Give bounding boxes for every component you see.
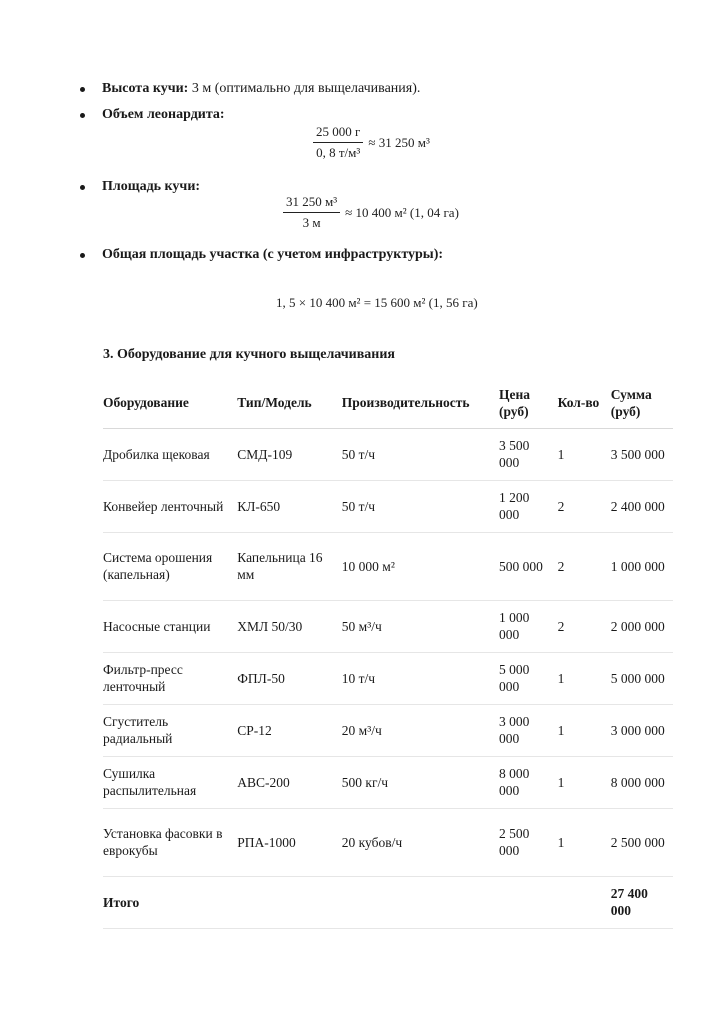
cell-capacity: 50 т/ч (341, 446, 376, 462)
formula-numerator: 25 000 г (313, 124, 363, 143)
cell-price: 3 000 000 (498, 714, 530, 746)
header-sum: Сумма (руб) (610, 386, 652, 419)
cell-sum: 3 500 000 (610, 446, 665, 462)
header-quantity: Кол-во (557, 395, 600, 411)
bullet-icon (80, 253, 85, 258)
formula-denominator: 0, 8 т/м³ (316, 145, 361, 160)
formula-result: ≈ 10 400 м² (1, 04 га) (345, 204, 459, 220)
cell-capacity: 20 кубов/ч (341, 834, 403, 850)
cell-empty (499, 876, 558, 928)
table-row (103, 704, 673, 756)
cell-model: СМД-109 (237, 446, 293, 462)
cell-price: 2 500 000 (498, 826, 530, 858)
cell-sum: 5 000 000 (610, 670, 665, 686)
total-value: 27 400 000 (610, 886, 648, 918)
cell-model: ФПЛ-50 (237, 670, 285, 686)
table-row (103, 756, 673, 808)
cell-model: Капельница 16 мм (237, 550, 323, 582)
cell-equipment: Сгуститель радиальный (103, 714, 173, 746)
cell-price: 3 500 000 (498, 438, 530, 470)
cell-quantity: 2 (557, 498, 565, 514)
table-row (103, 808, 673, 876)
cell-equipment: Фильтр-пресс ленточный (103, 662, 183, 694)
header-price: Цена (руб) (498, 386, 530, 419)
cell-sum: 2 000 000 (610, 618, 665, 634)
table-row (103, 480, 673, 532)
cell-quantity: 1 (557, 722, 565, 738)
cell-sum: 1 000 000 (610, 558, 665, 574)
formula-total-area: 1, 5 × 10 400 м² = 15 600 м² (1, 56 га) (276, 295, 478, 310)
cell-price: 1 200 000 (498, 490, 530, 522)
cell-equipment: Сушилка распылительная (103, 766, 197, 798)
cell-equipment: Установка фасовки в еврокубы (103, 826, 223, 858)
equipment-table (103, 378, 673, 929)
cell-price: 500 000 (498, 558, 543, 574)
cell-equipment: Система орошения (капельная) (103, 550, 213, 582)
cell-model: АВС-200 (237, 774, 290, 790)
cell-empty (237, 876, 342, 928)
bullet-icon (80, 185, 85, 190)
cell-equipment: Дробилка щековая (103, 446, 210, 462)
header-capacity: Производительность (341, 395, 470, 411)
formula-result: ≈ 31 250 м³ (368, 134, 430, 150)
header-model: Тип/Модель (237, 395, 312, 411)
table-row (103, 600, 673, 652)
formula-numerator: 31 250 м³ (283, 194, 340, 213)
cell-model: КЛ-650 (237, 498, 281, 514)
bullet-text: 3 м (оптимально для выщелачивания). (188, 81, 421, 96)
cell-price: 8 000 000 (498, 766, 530, 798)
bullet-icon (80, 87, 85, 92)
cell-capacity: 10 т/ч (341, 670, 376, 686)
cell-sum: 3 000 000 (610, 722, 665, 738)
bullet-icon (80, 113, 85, 118)
formula-volume (313, 124, 430, 161)
cell-capacity: 500 кг/ч (341, 774, 389, 790)
cell-model: СР-12 (237, 722, 272, 738)
cell-sum: 2 500 000 (610, 834, 665, 850)
formula-area (283, 194, 459, 231)
table-row (103, 652, 673, 704)
table-total-row (103, 876, 673, 928)
cell-empty (558, 876, 611, 928)
bullet-label: Площадь кучи: (102, 179, 201, 194)
cell-sum: 8 000 000 (610, 774, 665, 790)
cell-model: РПА-1000 (237, 834, 296, 850)
bullet-label: Высота кучи: (102, 81, 189, 96)
cell-empty (342, 876, 499, 928)
cell-quantity: 2 (557, 558, 565, 574)
table-row (103, 532, 673, 600)
cell-capacity: 10 000 м² (341, 558, 395, 574)
cell-capacity: 50 м³/ч (341, 618, 382, 634)
header-equipment: Оборудование (103, 395, 189, 411)
formula-denominator: 3 м (302, 215, 321, 230)
cell-quantity: 1 (557, 834, 565, 850)
table-row (103, 428, 673, 480)
cell-capacity: 20 м³/ч (341, 722, 382, 738)
cell-equipment: Насосные станции (103, 618, 211, 634)
total-label: Итого (103, 894, 140, 910)
cell-model: ХМЛ 50/30 (237, 618, 303, 634)
bullet-label: Объем леонардита: (102, 107, 225, 122)
cell-sum: 2 400 000 (610, 498, 665, 514)
table-header-row (103, 378, 673, 428)
cell-price: 1 000 000 (498, 610, 530, 642)
cell-equipment: Конвейер ленточный (103, 498, 224, 514)
cell-capacity: 50 т/ч (341, 498, 376, 514)
cell-quantity: 1 (557, 446, 565, 462)
section-title: 3. Оборудование для кучного выщелачивания (103, 347, 395, 362)
cell-quantity: 2 (557, 618, 565, 634)
bullet-label: Общая площадь участка (с учетом инфраструктуры): (102, 247, 444, 262)
cell-quantity: 1 (557, 670, 565, 686)
cell-quantity: 1 (557, 774, 565, 790)
cell-price: 5 000 000 (498, 662, 530, 694)
